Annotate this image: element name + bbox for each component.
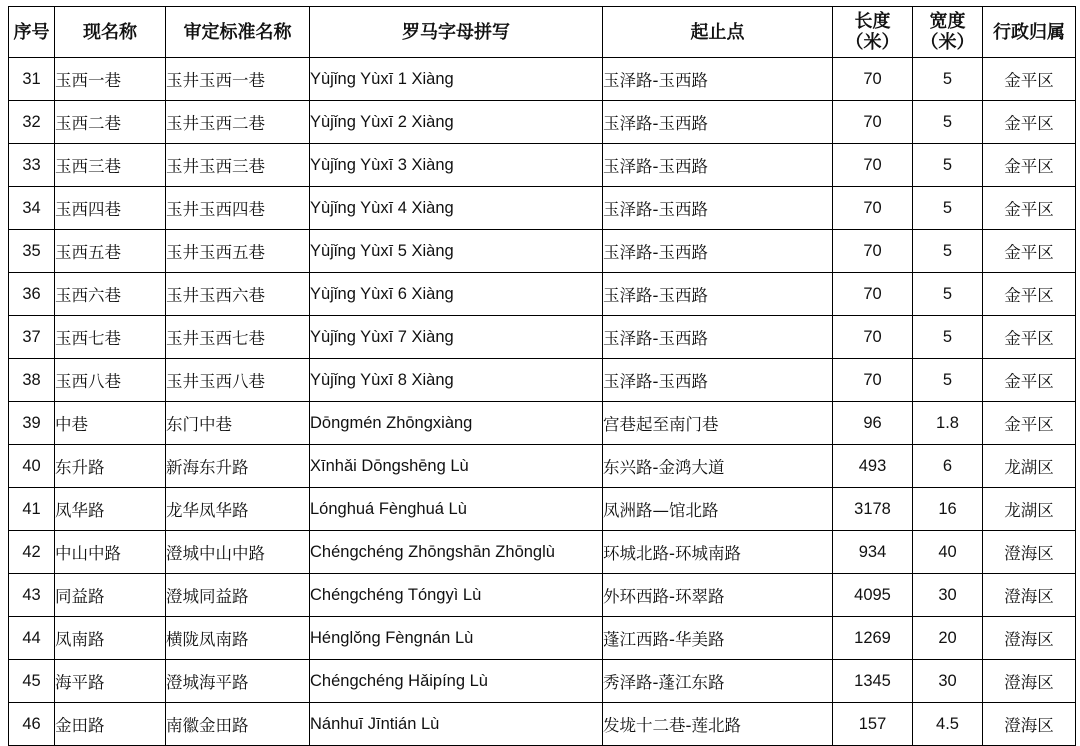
- current-name-cell: 玉西二巷: [55, 101, 166, 144]
- start-end-points-cell: 发垅十二巷-莲北路: [603, 703, 833, 746]
- length-cell: 70: [833, 144, 913, 187]
- serial-number-cell: 35: [9, 230, 55, 273]
- length-cell: 70: [833, 101, 913, 144]
- romanization-cell: Yùjǐng Yùxī 2 Xiàng: [310, 101, 603, 144]
- standard-name-cell: 东门中巷: [166, 402, 310, 445]
- district-cell: 龙湖区: [983, 488, 1076, 531]
- current-name-cell: 金田路: [55, 703, 166, 746]
- serial-number-cell: 40: [9, 445, 55, 488]
- width-cell: 30: [913, 574, 983, 617]
- serial-number-cell: 32: [9, 101, 55, 144]
- table-row: [9, 617, 1076, 660]
- table-row: [9, 101, 1076, 144]
- current-name-cell: 海平路: [55, 660, 166, 703]
- width-cell: 5: [913, 187, 983, 230]
- length-cell: 70: [833, 230, 913, 273]
- standard-name-cell: 澄城中山中路: [166, 531, 310, 574]
- width-cell: 5: [913, 273, 983, 316]
- table-row: [9, 273, 1076, 316]
- romanization-cell: Yùjǐng Yùxī 8 Xiàng: [310, 359, 603, 402]
- length-cell: 1269: [833, 617, 913, 660]
- start-end-points-cell: 凤洲路—馆北路: [603, 488, 833, 531]
- width-cell: 5: [913, 101, 983, 144]
- width-cell: 20: [913, 617, 983, 660]
- current-name-cell: 玉西七巷: [55, 316, 166, 359]
- standard-name-cell: 南徽金田路: [166, 703, 310, 746]
- district-cell: 金平区: [983, 58, 1076, 101]
- start-end-points-cell: 东兴路-金鸿大道: [603, 445, 833, 488]
- district-cell: 澄海区: [983, 660, 1076, 703]
- current-name-cell: 东升路: [55, 445, 166, 488]
- width-cell: 5: [913, 144, 983, 187]
- length-cell: 70: [833, 316, 913, 359]
- header-row: [9, 7, 1076, 58]
- length-cell: 934: [833, 531, 913, 574]
- romanization-cell: Yùjǐng Yùxī 6 Xiàng: [310, 273, 603, 316]
- current-name-cell: 中巷: [55, 402, 166, 445]
- table-row: [9, 531, 1076, 574]
- romanization-cell: Chéngchéng Tóngyì Lù: [310, 574, 603, 617]
- start-end-points-cell: 玉泽路-玉西路: [603, 101, 833, 144]
- current-name-cell: 玉西五巷: [55, 230, 166, 273]
- table-row: [9, 488, 1076, 531]
- width-cell: 4.5: [913, 703, 983, 746]
- standard-name-cell: 玉井玉西五巷: [166, 230, 310, 273]
- length-cell: 70: [833, 359, 913, 402]
- romanization-cell: Xīnhǎi Dōngshēng Lù: [310, 445, 603, 488]
- romanization-cell: Dōngmén Zhōngxiàng: [310, 402, 603, 445]
- start-end-points-cell: 玉泽路-玉西路: [603, 187, 833, 230]
- district-cell: 澄海区: [983, 531, 1076, 574]
- romanization-cell: Lónghuá Fènghuá Lù: [310, 488, 603, 531]
- serial-number-cell: 43: [9, 574, 55, 617]
- standard-name-cell: 龙华凤华路: [166, 488, 310, 531]
- table-row: [9, 574, 1076, 617]
- table-row: [9, 402, 1076, 445]
- length-cell: 96: [833, 402, 913, 445]
- start-end-points-cell: 宫巷起至南门巷: [603, 402, 833, 445]
- romanization-cell: Yùjǐng Yùxī 1 Xiàng: [310, 58, 603, 101]
- romanization-cell: Yùjǐng Yùxī 5 Xiàng: [310, 230, 603, 273]
- start-end-points-cell: 秀泽路-蓬江东路: [603, 660, 833, 703]
- standard-name-cell: 玉井玉西三巷: [166, 144, 310, 187]
- standard-name-cell: 玉井玉西四巷: [166, 187, 310, 230]
- district-cell: 金平区: [983, 402, 1076, 445]
- header-romanization: 罗马字母拼写: [310, 7, 603, 58]
- table-body: [9, 58, 1076, 746]
- length-cell: 70: [833, 187, 913, 230]
- road-name-table-container: [8, 6, 1076, 746]
- serial-number-cell: 38: [9, 359, 55, 402]
- romanization-cell: Chéngchéng Hǎipíng Lù: [310, 660, 603, 703]
- standard-name-cell: 玉井玉西八巷: [166, 359, 310, 402]
- romanization-cell: Nánhuī Jīntián Lù: [310, 703, 603, 746]
- table-row: [9, 187, 1076, 230]
- district-cell: 龙湖区: [983, 445, 1076, 488]
- length-cell: 1345: [833, 660, 913, 703]
- serial-number-cell: 37: [9, 316, 55, 359]
- romanization-cell: Yùjǐng Yùxī 4 Xiàng: [310, 187, 603, 230]
- table-row: [9, 660, 1076, 703]
- romanization-cell: Chéngchéng Zhōngshān Zhōnglù: [310, 531, 603, 574]
- width-cell: 30: [913, 660, 983, 703]
- district-cell: 金平区: [983, 144, 1076, 187]
- current-name-cell: 玉西六巷: [55, 273, 166, 316]
- standard-name-cell: 玉井玉西七巷: [166, 316, 310, 359]
- table-row: [9, 230, 1076, 273]
- length-cell: 70: [833, 58, 913, 101]
- header-start-end-points: 起止点: [603, 7, 833, 58]
- serial-number-cell: 41: [9, 488, 55, 531]
- width-cell: 1.8: [913, 402, 983, 445]
- width-cell: 6: [913, 445, 983, 488]
- district-cell: 澄海区: [983, 703, 1076, 746]
- current-name-cell: 玉西八巷: [55, 359, 166, 402]
- start-end-points-cell: 外环西路-环翠路: [603, 574, 833, 617]
- current-name-cell: 凤南路: [55, 617, 166, 660]
- serial-number-cell: 45: [9, 660, 55, 703]
- standard-name-cell: 玉井玉西六巷: [166, 273, 310, 316]
- start-end-points-cell: 环城北路-环城南路: [603, 531, 833, 574]
- width-cell: 5: [913, 230, 983, 273]
- current-name-cell: 同益路: [55, 574, 166, 617]
- current-name-cell: 凤华路: [55, 488, 166, 531]
- start-end-points-cell: 玉泽路-玉西路: [603, 273, 833, 316]
- length-cell: 157: [833, 703, 913, 746]
- district-cell: 金平区: [983, 230, 1076, 273]
- header-width: 宽度（米）: [913, 7, 983, 58]
- serial-number-cell: 31: [9, 58, 55, 101]
- district-cell: 金平区: [983, 273, 1076, 316]
- width-cell: 5: [913, 58, 983, 101]
- header-length: 长度（米）: [833, 7, 913, 58]
- start-end-points-cell: 玉泽路-玉西路: [603, 359, 833, 402]
- table-row: [9, 144, 1076, 187]
- header-district: 行政归属: [983, 7, 1076, 58]
- serial-number-cell: 44: [9, 617, 55, 660]
- district-cell: 澄海区: [983, 574, 1076, 617]
- start-end-points-cell: 玉泽路-玉西路: [603, 144, 833, 187]
- width-cell: 5: [913, 359, 983, 402]
- district-cell: 金平区: [983, 359, 1076, 402]
- district-cell: 金平区: [983, 316, 1076, 359]
- header-standard-name: 审定标准名称: [166, 7, 310, 58]
- current-name-cell: 玉西一巷: [55, 58, 166, 101]
- district-cell: 澄海区: [983, 617, 1076, 660]
- romanization-cell: Yùjǐng Yùxī 3 Xiàng: [310, 144, 603, 187]
- romanization-cell: Hénglǒng Fèngnán Lù: [310, 617, 603, 660]
- start-end-points-cell: 蓬江西路-华美路: [603, 617, 833, 660]
- header-serial-number: 序号: [9, 7, 55, 58]
- table-row: [9, 445, 1076, 488]
- table-row: [9, 703, 1076, 746]
- header-current-name: 现名称: [55, 7, 166, 58]
- current-name-cell: 中山中路: [55, 531, 166, 574]
- width-cell: 40: [913, 531, 983, 574]
- district-cell: 金平区: [983, 101, 1076, 144]
- start-end-points-cell: 玉泽路-玉西路: [603, 230, 833, 273]
- serial-number-cell: 46: [9, 703, 55, 746]
- length-cell: 70: [833, 273, 913, 316]
- start-end-points-cell: 玉泽路-玉西路: [603, 316, 833, 359]
- serial-number-cell: 42: [9, 531, 55, 574]
- standard-name-cell: 澄城海平路: [166, 660, 310, 703]
- standard-name-cell: 玉井玉西一巷: [166, 58, 310, 101]
- start-end-points-cell: 玉泽路-玉西路: [603, 58, 833, 101]
- length-cell: 493: [833, 445, 913, 488]
- standard-name-cell: 澄城同益路: [166, 574, 310, 617]
- width-cell: 16: [913, 488, 983, 531]
- serial-number-cell: 33: [9, 144, 55, 187]
- table-row: [9, 359, 1076, 402]
- serial-number-cell: 34: [9, 187, 55, 230]
- standard-name-cell: 新海东升路: [166, 445, 310, 488]
- current-name-cell: 玉西四巷: [55, 187, 166, 230]
- serial-number-cell: 36: [9, 273, 55, 316]
- standard-name-cell: 横陇凤南路: [166, 617, 310, 660]
- length-cell: 3178: [833, 488, 913, 531]
- table-row: [9, 316, 1076, 359]
- width-cell: 5: [913, 316, 983, 359]
- road-name-table: [8, 6, 1076, 746]
- serial-number-cell: 39: [9, 402, 55, 445]
- length-cell: 4095: [833, 574, 913, 617]
- table-row: [9, 58, 1076, 101]
- district-cell: 金平区: [983, 187, 1076, 230]
- romanization-cell: Yùjǐng Yùxī 7 Xiàng: [310, 316, 603, 359]
- current-name-cell: 玉西三巷: [55, 144, 166, 187]
- standard-name-cell: 玉井玉西二巷: [166, 101, 310, 144]
